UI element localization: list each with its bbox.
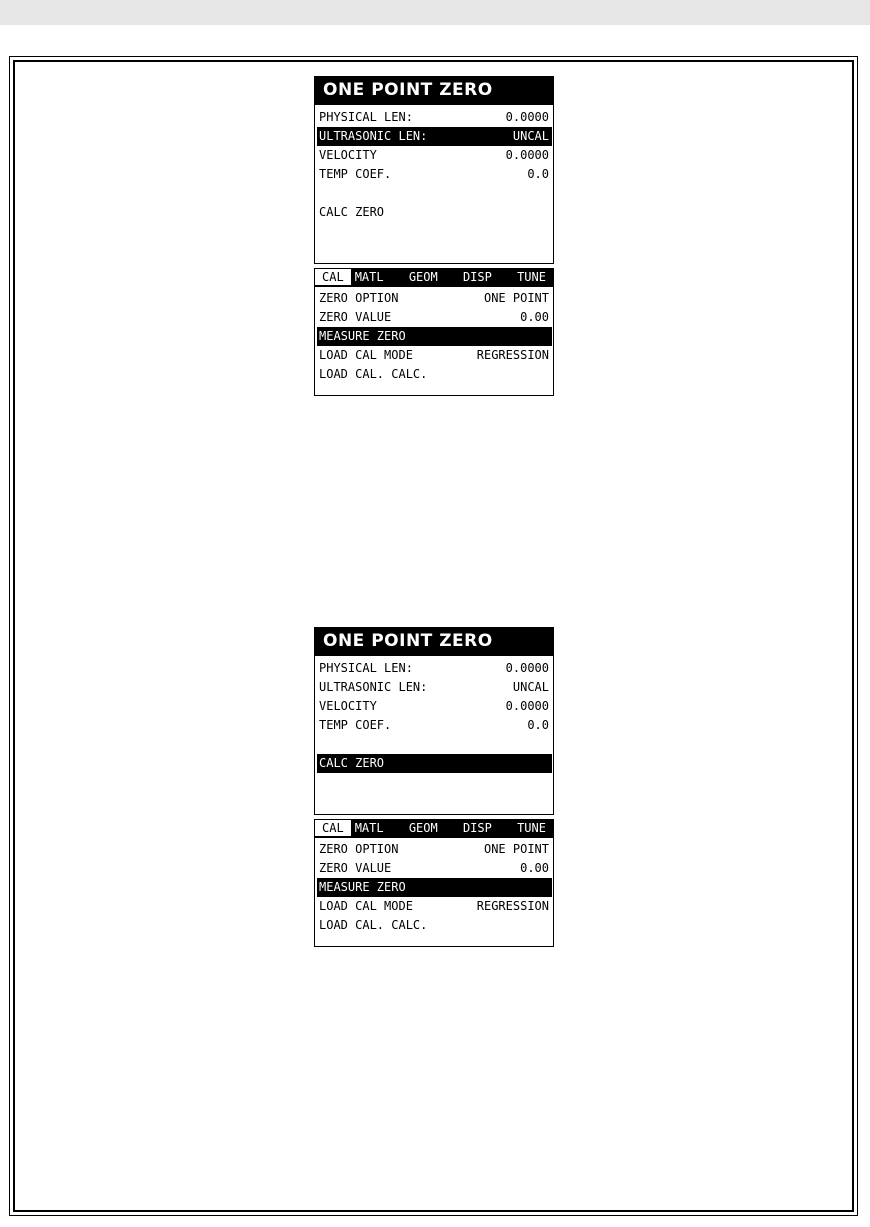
calc-zero-item[interactable] xyxy=(317,203,552,222)
menu-label: LOAD CAL MODE xyxy=(319,348,413,362)
param-label: VELOCITY xyxy=(319,148,377,162)
tab-tune[interactable]: TUNE xyxy=(517,821,546,835)
menu-label: LOAD CAL. CALC. xyxy=(319,367,428,381)
menu-item-zero-value[interactable] xyxy=(317,859,552,878)
tab-disp[interactable]: DISP xyxy=(462,270,492,284)
param-value: 0.0 xyxy=(527,718,549,732)
screen-title: ONE POINT ZERO xyxy=(314,76,554,105)
param-label: PHYSICAL LEN: xyxy=(319,661,413,675)
tab-cal[interactable]: CAL xyxy=(315,820,351,836)
tab-geom[interactable]: GEOM xyxy=(408,270,438,284)
menu-panel xyxy=(314,286,554,396)
menu-value: ONE POINT xyxy=(483,842,549,856)
menu-value: ONE POINT xyxy=(483,291,549,305)
menu-label: ZERO VALUE xyxy=(319,310,392,324)
menu-panel xyxy=(314,837,554,947)
param-panel xyxy=(314,656,554,815)
menu-value: REGRESSION xyxy=(476,899,549,913)
tab-geom[interactable]: GEOM xyxy=(408,821,438,835)
tab-disp[interactable]: DISP xyxy=(462,821,492,835)
param-label: TEMP COEF. xyxy=(319,718,392,732)
param-row-velocity[interactable] xyxy=(317,697,552,716)
menu-label: LOAD CAL MODE xyxy=(319,899,413,913)
param-value: 0.0 xyxy=(527,167,549,181)
menu-item-load-cal-calc[interactable] xyxy=(317,916,552,935)
param-row-temp-coef[interactable] xyxy=(317,165,552,184)
param-value: 0.0000 xyxy=(505,699,549,713)
param-row-physical-len[interactable] xyxy=(317,659,552,678)
param-row-temp-coef[interactable] xyxy=(317,716,552,735)
param-label: VELOCITY xyxy=(319,699,377,713)
menu-label: MEASURE ZERO xyxy=(319,880,406,894)
menu-item-zero-option[interactable] xyxy=(317,840,552,859)
tab-matl[interactable]: MATL xyxy=(354,821,384,835)
tab-tune[interactable]: TUNE xyxy=(517,270,546,284)
menu-label: ZERO OPTION xyxy=(319,842,399,856)
menu-value: 0.00 xyxy=(520,861,549,875)
param-value: UNCAL xyxy=(512,129,549,143)
menu-label: ZERO OPTION xyxy=(319,291,399,305)
menu-item-measure-zero[interactable] xyxy=(317,327,552,346)
screen-title: ONE POINT ZERO xyxy=(314,627,554,656)
menu-label: MEASURE ZERO xyxy=(319,329,406,343)
menu-value: REGRESSION xyxy=(476,348,549,362)
calc-zero-item[interactable] xyxy=(317,754,552,773)
calc-zero-label: CALC ZERO xyxy=(319,205,385,219)
param-value: 0.0000 xyxy=(505,661,549,675)
tab-cal[interactable]: CAL xyxy=(315,269,351,285)
param-row-physical-len[interactable] xyxy=(317,108,552,127)
param-label: ULTRASONIC LEN: xyxy=(319,129,428,143)
tab-bar xyxy=(314,268,554,286)
tab-bar xyxy=(314,819,554,837)
param-panel xyxy=(314,105,554,264)
menu-item-measure-zero[interactable] xyxy=(317,878,552,897)
param-value: UNCAL xyxy=(512,680,549,694)
device-screen-1 xyxy=(314,76,554,396)
top-bar xyxy=(0,0,870,25)
menu-item-zero-option[interactable] xyxy=(317,289,552,308)
menu-item-load-cal-mode[interactable] xyxy=(317,346,552,365)
menu-label: ZERO VALUE xyxy=(319,861,392,875)
param-label: TEMP COEF. xyxy=(319,167,392,181)
tab-matl[interactable]: MATL xyxy=(354,270,384,284)
param-label: ULTRASONIC LEN: xyxy=(319,680,428,694)
param-row-ultrasonic-len[interactable] xyxy=(317,678,552,697)
calc-zero-label: CALC ZERO xyxy=(319,756,385,770)
menu-item-load-cal-mode[interactable] xyxy=(317,897,552,916)
menu-item-zero-value[interactable] xyxy=(317,308,552,327)
menu-value: 0.00 xyxy=(520,310,549,324)
param-value: 0.0000 xyxy=(505,148,549,162)
param-label: PHYSICAL LEN: xyxy=(319,110,413,124)
menu-label: LOAD CAL. CALC. xyxy=(319,918,428,932)
device-screen-2 xyxy=(314,627,554,947)
menu-item-load-cal-calc[interactable] xyxy=(317,365,552,384)
param-row-ultrasonic-len[interactable] xyxy=(317,127,552,146)
param-row-velocity[interactable] xyxy=(317,146,552,165)
param-value: 0.0000 xyxy=(505,110,549,124)
